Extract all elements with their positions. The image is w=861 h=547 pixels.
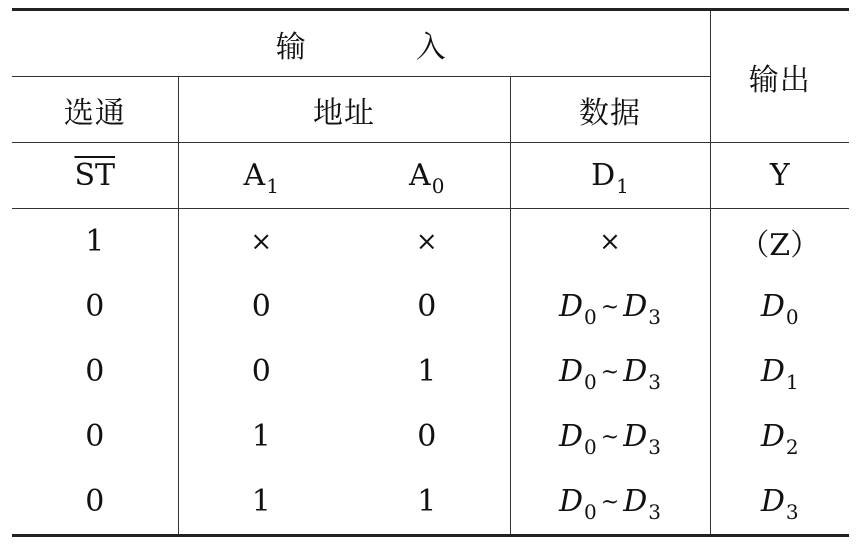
strobe-header: 选通 [12,77,178,143]
cell-a0: 0 [417,419,437,454]
cell-a0: 1 [417,484,437,519]
cell-a1: 0 [178,274,344,339]
signal-y: Y [710,143,849,209]
cell-a0: 1 [417,354,437,389]
cell-y [710,469,849,536]
data-from-sub: 0 [584,500,597,524]
cell-y: （Z） [710,209,849,275]
cell-data [510,404,710,469]
range-tilde: ~ [600,360,620,385]
multiplexer-truth-table [12,8,849,537]
y-value-sub: 3 [785,500,799,524]
signal-d1 [510,143,710,209]
y-value: D [760,484,785,519]
input-header [12,10,710,77]
data-to-sub: 3 [648,500,662,524]
a0-label: A [409,158,431,193]
range-tilde: ~ [600,490,620,515]
header-row-1 [12,10,849,77]
y-value-sub: 1 [785,370,799,394]
table-row [12,404,849,469]
cell-data [510,274,710,339]
cell-st: 0 [85,484,105,519]
signal-row [12,143,849,209]
cell-st: 1 [85,224,105,259]
cell-a1: 1 [178,469,344,536]
y-value-sub: 0 [785,305,799,329]
cell-a0: × [415,226,438,257]
data-from: D [558,484,584,519]
data-from-sub: 0 [584,305,597,329]
range-tilde: ~ [600,295,620,320]
st-overline-label: $\overline{ST}$ [74,158,116,193]
signal-a1 [178,143,344,209]
cell-data [510,339,710,404]
cell-data [510,469,710,536]
data-from-sub: 0 [584,370,597,394]
cell-a1: × [178,209,344,275]
data-from: D [558,289,584,324]
cell-st: 0 [85,419,105,454]
address-header: 地址 [178,77,510,143]
data-from: D [558,354,584,389]
input-header-label: 输 入 [275,29,486,65]
data-to: D [623,484,648,519]
data-to-sub: 3 [648,370,662,394]
cell-a0: 0 [417,289,437,324]
signal-st [12,143,178,209]
cell-y [710,339,849,404]
data-to: D [623,354,648,389]
truth-table-container [12,8,849,539]
a1-label: A [243,158,266,193]
data-to-sub: 3 [648,305,662,329]
a1-subscript: 1 [266,174,279,198]
cell-st: 0 [85,354,105,389]
cell-a1: 0 [178,339,344,404]
cell-y [710,404,849,469]
y-value: D [760,289,785,324]
table-row [12,274,849,339]
data-from-sub: 0 [584,435,597,459]
data-to-sub: 3 [648,435,662,459]
d1-label: D [591,158,616,193]
table-row [12,469,849,536]
data-from: D [558,419,584,454]
cell-data: × [510,209,710,275]
range-tilde: ~ [600,425,620,450]
cell-y [710,274,849,339]
cell-st: 0 [85,289,105,324]
d1-subscript: 1 [616,174,629,198]
a0-subscript: 0 [431,174,445,198]
table-row [12,339,849,404]
data-to: D [623,289,648,324]
signal-a0 [344,143,510,209]
output-header: 输出 [710,10,849,143]
data-header: 数据 [510,77,710,143]
y-value: D [760,354,785,389]
data-to: D [623,419,648,454]
cell-a1: 1 [178,404,344,469]
y-value-sub: 2 [785,435,799,459]
y-value: D [760,419,785,454]
table-row [12,209,849,275]
